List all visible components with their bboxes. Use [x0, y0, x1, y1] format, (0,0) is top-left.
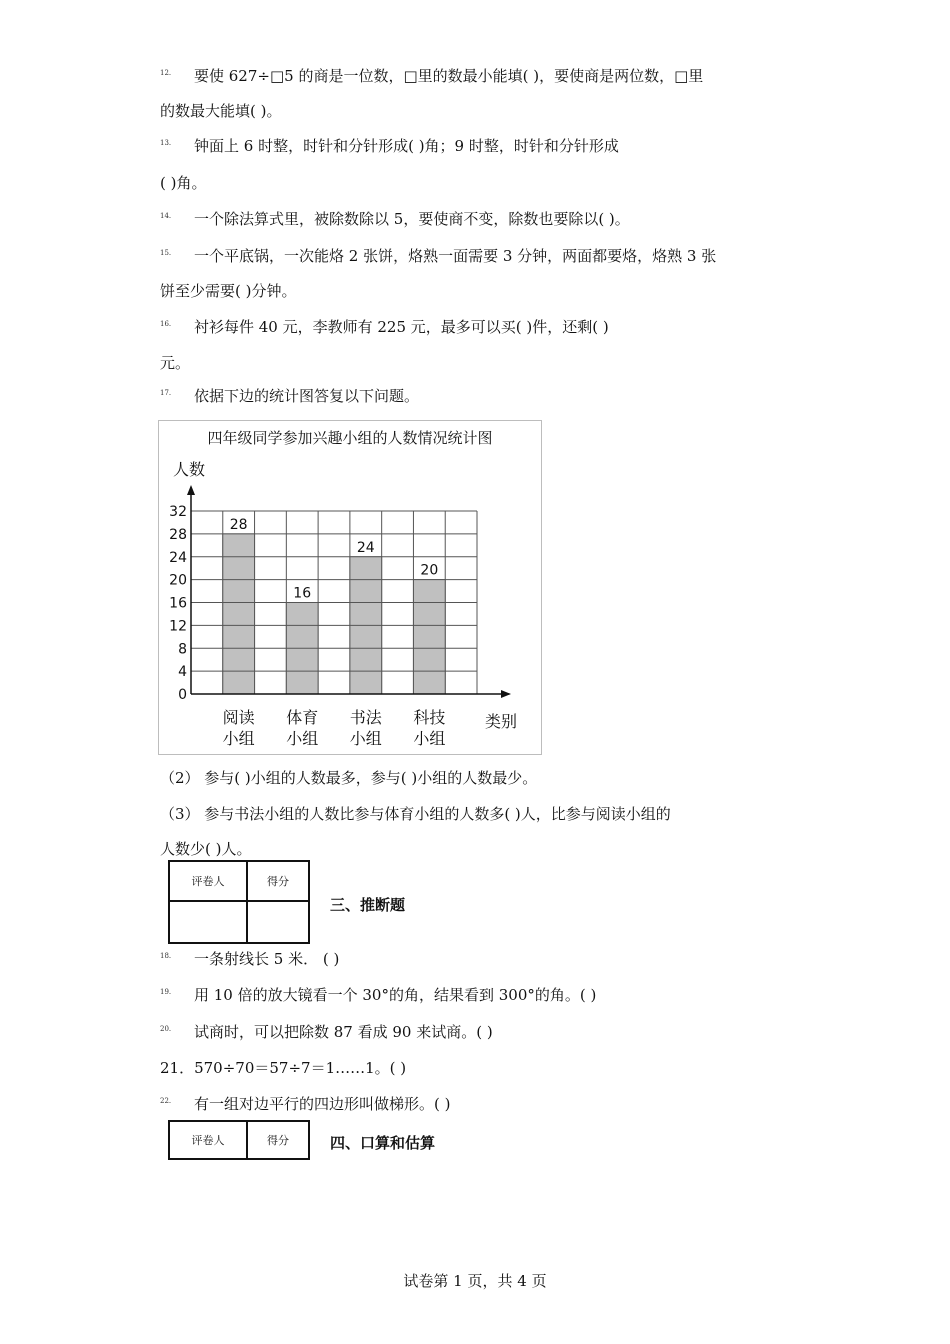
- grader-cell: [169, 901, 247, 943]
- question-text: 钟面上 6 时整，时针和分针形成( )角；9 时整，时针和分针形成: [194, 137, 619, 155]
- question-text: 衬衫每件 40 元，李教师有 225 元，最多可以买( )件，还剩( ): [194, 318, 609, 336]
- score-cell: [247, 901, 309, 943]
- sub-question-3-continued: 人数少( )人。: [160, 840, 252, 858]
- bar-value-label: 24: [356, 539, 375, 556]
- y-tick-label: 0: [178, 687, 187, 703]
- question-number: 22.: [160, 1097, 172, 1105]
- question-number: 18.: [160, 952, 172, 960]
- question-12: [160, 66, 703, 86]
- question-16-continued: 元。: [160, 354, 191, 372]
- x-tick-label: 书法: [349, 708, 382, 727]
- x-axis-arrow: [501, 690, 511, 698]
- y-tick-label: 28: [169, 526, 187, 543]
- question-13: [160, 136, 619, 156]
- chart-title: 四年级同学参加兴趣小组的人数情况统计图: [207, 429, 493, 447]
- y-axis-label: 人数: [173, 460, 206, 479]
- x-tick-label: 科技: [413, 708, 446, 727]
- question-12-continued: 的数最大能填( )。: [160, 102, 282, 120]
- grader-score-table: [168, 860, 310, 944]
- section-title: 三、推断题: [330, 896, 406, 914]
- bar-value-label: 20: [420, 562, 439, 579]
- question-number: 19.: [160, 988, 172, 996]
- question-text: 一条射线长 5 米． ( ): [194, 950, 340, 968]
- page-footer: 试卷第 1 页，共 4 页: [403, 1272, 547, 1290]
- question-15: [160, 246, 716, 266]
- sub-question-2: （2） 参与( )小组的人数最多，参与( )小组的人数最少。: [160, 769, 538, 787]
- question-number: 12.: [160, 69, 172, 77]
- bar: [223, 534, 255, 694]
- question-number: 17.: [160, 389, 172, 397]
- y-tick-label: 8: [178, 641, 187, 658]
- score-label: 得分: [247, 861, 309, 901]
- question-text: 试商时，可以把除数 87 看成 90 来试商。( ): [194, 1023, 493, 1041]
- grader-score-table: [168, 1120, 310, 1160]
- question-20: [160, 1022, 493, 1042]
- question-number: 14.: [160, 212, 172, 220]
- question-text: 依据下边的统计图答复以下问题。: [194, 387, 420, 405]
- bar-value-label: 28: [229, 516, 248, 533]
- question-16: [160, 317, 609, 337]
- section-title: 四、口算和估算: [330, 1134, 436, 1152]
- x-tick-label: 小组: [413, 729, 446, 748]
- question-number: 16.: [160, 320, 172, 328]
- question-text: 一个除法算式里，被除数除以 5，要使商不变，除数也要除以( )。: [194, 210, 630, 228]
- bar-chart-svg: [159, 421, 541, 754]
- x-axis-label: 类别: [484, 712, 518, 731]
- y-axis-arrow: [187, 485, 195, 495]
- question-number: 20.: [160, 1025, 172, 1033]
- x-tick-label: 小组: [349, 729, 382, 748]
- x-tick-label: 小组: [286, 729, 319, 748]
- sub-question-3: （3） 参与书法小组的人数比参与体育小组的人数多( )人，比参与阅读小组的: [160, 805, 671, 823]
- question-text: 有一组对边平行的四边形叫做梯形。( ): [194, 1095, 451, 1113]
- y-tick-label: 4: [178, 664, 187, 681]
- y-tick-label: 12: [169, 618, 187, 635]
- x-tick-label: 小组: [222, 729, 255, 748]
- bar-value-label: 16: [293, 585, 312, 602]
- question-number: 13.: [160, 139, 172, 147]
- question-21: 21．570÷70＝57÷7＝1……1。( ): [160, 1059, 407, 1077]
- grader-label: 评卷人: [169, 1121, 247, 1159]
- question-14: [160, 209, 630, 229]
- question-13-continued: ( )角。: [160, 174, 207, 192]
- question-22: [160, 1094, 450, 1114]
- question-17: [160, 386, 419, 406]
- score-label: 得分: [247, 1121, 309, 1159]
- y-tick-label: 20: [169, 572, 187, 589]
- y-tick-label: 24: [169, 549, 187, 566]
- question-text: 一个平底锅，一次能烙 2 张饼，烙熟一面需要 3 分钟，两面都要烙，烙熟 3 张: [194, 247, 717, 265]
- x-tick-label: 阅读: [222, 708, 255, 727]
- y-tick-label: 16: [169, 595, 187, 612]
- question-18: [160, 949, 339, 969]
- question-number: 15.: [160, 249, 172, 257]
- question-text: 用 10 倍的放大镜看一个 30°的角，结果看到 300°的角。( ): [194, 986, 597, 1004]
- x-tick-label: 体育: [286, 708, 319, 727]
- question-text: 要使 627÷□5 的商是一位数，□里的数最小能填( )，要使商是两位数，□里: [194, 67, 704, 85]
- y-tick-label: 32: [169, 504, 187, 520]
- question-19: [160, 985, 596, 1005]
- bar-chart-frame: [158, 420, 542, 755]
- grader-label: 评卷人: [169, 861, 247, 901]
- bar: [413, 580, 445, 694]
- question-15-continued: 饼至少需要( )分钟。: [160, 282, 297, 300]
